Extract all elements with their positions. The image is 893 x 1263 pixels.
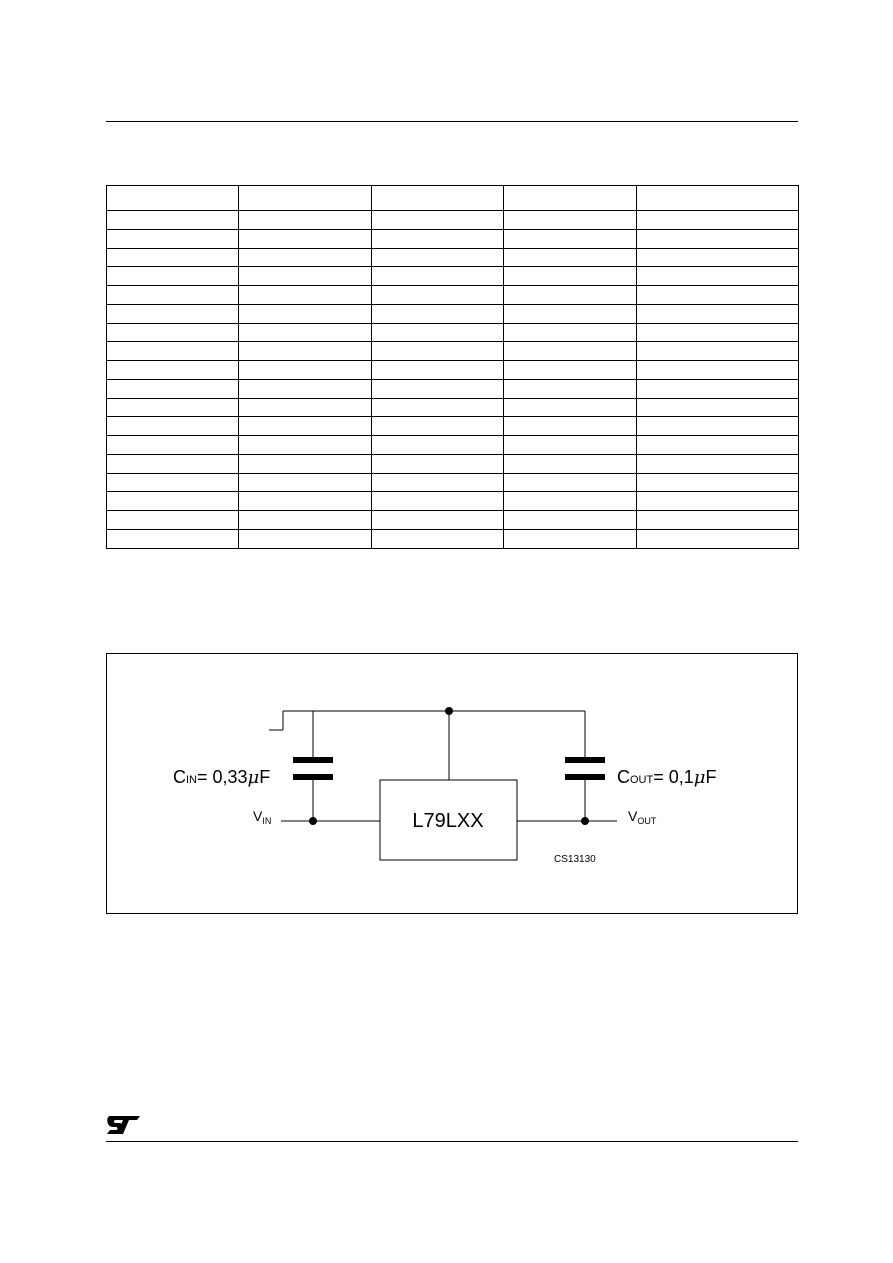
table-row <box>107 186 799 211</box>
footer-rule <box>106 1141 798 1142</box>
table-cell <box>372 211 504 230</box>
table-cell <box>239 248 372 267</box>
table-cell <box>637 267 799 286</box>
data-table <box>106 185 799 549</box>
table-cell <box>239 211 372 230</box>
table-cell <box>637 417 799 436</box>
table-cell <box>239 492 372 511</box>
table-cell <box>504 511 637 530</box>
table-cell <box>239 323 372 342</box>
table-cell <box>239 379 372 398</box>
table-cell <box>637 436 799 455</box>
table-cell <box>637 398 799 417</box>
table-cell <box>637 361 799 380</box>
table-cell <box>637 473 799 492</box>
table-cell <box>637 211 799 230</box>
cin-plate-bottom <box>293 774 333 780</box>
table-row <box>107 436 799 455</box>
table-cell <box>239 454 372 473</box>
table-row <box>107 530 799 549</box>
table-cell <box>107 398 239 417</box>
table-cell <box>504 436 637 455</box>
table-cell <box>239 530 372 549</box>
table-cell <box>239 473 372 492</box>
table-cell <box>637 342 799 361</box>
table-row <box>107 267 799 286</box>
table-cell <box>504 492 637 511</box>
table-cell <box>637 492 799 511</box>
table-body <box>107 186 799 549</box>
cout-plate-bottom <box>565 774 605 780</box>
vin-label: $V_{IN}$ <box>253 808 272 826</box>
table-row <box>107 248 799 267</box>
table-cell <box>107 454 239 473</box>
table-cell <box>637 454 799 473</box>
junction-dot-output <box>581 817 589 825</box>
table-cell <box>107 379 239 398</box>
table-cell <box>504 454 637 473</box>
table-cell <box>239 229 372 248</box>
table-row <box>107 398 799 417</box>
table-cell <box>504 304 637 323</box>
table-cell <box>372 379 504 398</box>
table-cell <box>637 304 799 323</box>
table-cell <box>372 454 504 473</box>
table-row <box>107 454 799 473</box>
table-cell <box>372 186 504 211</box>
table-cell <box>372 304 504 323</box>
header-rule <box>106 121 798 122</box>
table-cell <box>107 267 239 286</box>
table-cell <box>504 530 637 549</box>
table-cell <box>504 379 637 398</box>
table-cell <box>504 473 637 492</box>
table-cell <box>107 186 239 211</box>
cout-label: COUT= 0,1μF <box>617 767 717 788</box>
table-cell <box>372 248 504 267</box>
application-circuit-figure <box>106 653 798 914</box>
table-row <box>107 417 799 436</box>
table-cell <box>239 304 372 323</box>
table-cell <box>372 417 504 436</box>
table-cell <box>107 511 239 530</box>
table-cell <box>637 186 799 211</box>
table-cell <box>107 286 239 305</box>
table-cell <box>372 511 504 530</box>
table-row <box>107 361 799 380</box>
junction-dot-common <box>445 707 453 715</box>
table-cell <box>372 492 504 511</box>
table-cell <box>637 286 799 305</box>
cin-label: CIN= 0,33μF <box>173 767 271 788</box>
cout-plate-top <box>565 757 605 763</box>
table-cell <box>107 530 239 549</box>
table-cell <box>239 267 372 286</box>
table-cell <box>107 323 239 342</box>
table-cell <box>107 492 239 511</box>
cin-plate-top <box>293 757 333 763</box>
table-cell <box>504 417 637 436</box>
table-cell <box>504 286 637 305</box>
table-cell <box>637 229 799 248</box>
figure-code: CS13130 <box>554 854 596 865</box>
table-cell <box>107 436 239 455</box>
table-cell <box>372 342 504 361</box>
table-cell <box>637 379 799 398</box>
table-cell <box>107 229 239 248</box>
table-cell <box>637 323 799 342</box>
table-row <box>107 304 799 323</box>
table-cell <box>504 342 637 361</box>
table-cell <box>239 361 372 380</box>
junction-dot-input <box>309 817 317 825</box>
table-row <box>107 473 799 492</box>
table-cell <box>504 186 637 211</box>
table-cell <box>239 186 372 211</box>
table-cell <box>504 398 637 417</box>
table-cell <box>372 267 504 286</box>
table-cell <box>372 229 504 248</box>
table-cell <box>239 417 372 436</box>
table-cell <box>107 211 239 230</box>
table-cell <box>372 436 504 455</box>
table-cell <box>504 323 637 342</box>
table-cell <box>239 398 372 417</box>
table-cell <box>372 398 504 417</box>
vout-label: $V_{OUT}$ <box>628 808 657 826</box>
table-cell <box>239 436 372 455</box>
table-row <box>107 511 799 530</box>
table-cell <box>372 530 504 549</box>
table-cell <box>107 417 239 436</box>
table-cell <box>239 286 372 305</box>
table-cell <box>637 248 799 267</box>
table-cell <box>637 511 799 530</box>
table-cell <box>372 323 504 342</box>
table-cell <box>239 342 372 361</box>
table-cell <box>504 248 637 267</box>
table-cell <box>107 473 239 492</box>
table-cell <box>372 286 504 305</box>
table-row <box>107 379 799 398</box>
table-cell <box>637 530 799 549</box>
table-cell <box>504 229 637 248</box>
table-row <box>107 286 799 305</box>
st-logo-icon <box>106 1114 142 1141</box>
table-row <box>107 323 799 342</box>
table-cell <box>107 361 239 380</box>
table-row <box>107 211 799 230</box>
table-cell <box>372 473 504 492</box>
table-row <box>107 229 799 248</box>
table-row <box>107 492 799 511</box>
table-cell <box>107 342 239 361</box>
table-row <box>107 342 799 361</box>
table-cell <box>107 304 239 323</box>
table-cell <box>504 361 637 380</box>
table-cell <box>504 211 637 230</box>
table-cell <box>372 361 504 380</box>
regulator-label: L79LXX <box>412 810 484 832</box>
table-cell <box>504 267 637 286</box>
table-cell <box>107 248 239 267</box>
circuit-diagram <box>107 654 797 913</box>
table-cell <box>239 511 372 530</box>
